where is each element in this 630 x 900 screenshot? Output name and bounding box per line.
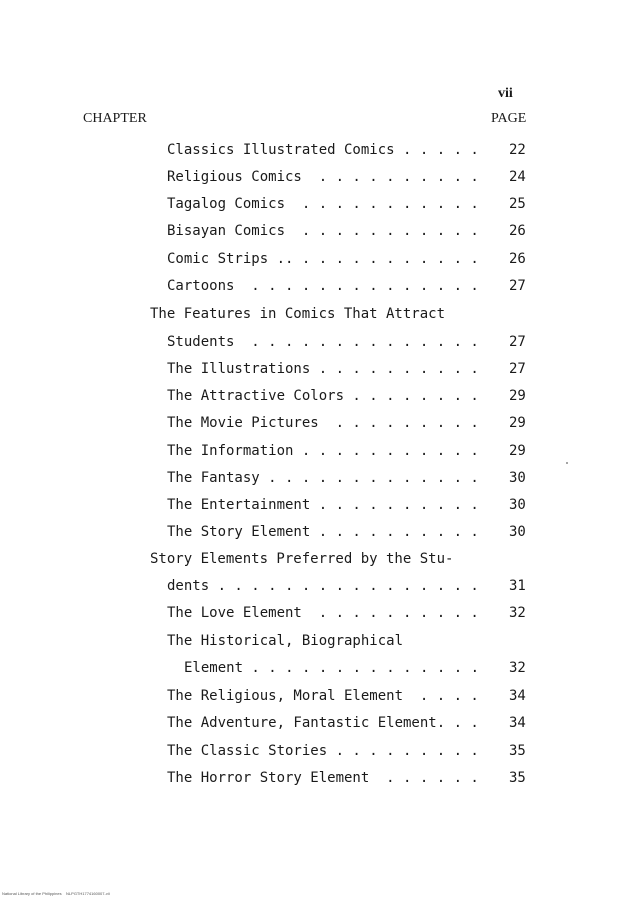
scan-speck — [566, 462, 568, 464]
toc-entry-page: 34 — [509, 688, 526, 704]
toc-entry-text: The Attractive Colors . . . . . . . . — [167, 388, 479, 404]
footer-text: National Library of the Philippines NLPGTH1774160007-vii — [2, 891, 110, 896]
toc-entry-text: The Entertainment . . . . . . . . . . — [167, 497, 479, 513]
toc-entry-text: Classics Illustrated Comics . . . . . — [167, 142, 479, 158]
toc-entry-text: Tagalog Comics . . . . . . . . . . . — [167, 196, 479, 212]
chapter-label: CHAPTER — [83, 111, 147, 126]
toc-entry-text: The Information . . . . . . . . . . . — [167, 443, 479, 459]
toc-entry-page: 35 — [509, 743, 526, 759]
toc-entry-page: 27 — [509, 278, 526, 294]
toc-entry-page: 34 — [509, 715, 526, 731]
toc-entry-page: 30 — [509, 524, 526, 540]
toc-entry-page: 29 — [509, 443, 526, 459]
page-number: vii — [498, 86, 513, 101]
toc-entry-text: Cartoons . . . . . . . . . . . . . . — [167, 278, 479, 294]
toc-entry-text: Element . . . . . . . . . . . . . . — [184, 660, 480, 676]
toc-entry-page: 32 — [509, 605, 526, 621]
toc-section-heading: The Features in Comics That Attract — [150, 306, 446, 322]
toc-entry-text: The Classic Stories . . . . . . . . . — [167, 743, 479, 759]
toc-entry-page: 32 — [509, 660, 526, 676]
toc-entry-text: The Historical, Biographical — [167, 633, 404, 649]
page-label: PAGE — [491, 111, 527, 126]
toc-entry-text: Students . . . . . . . . . . . . . . — [167, 334, 479, 350]
toc-entry-page: 25 — [509, 196, 526, 212]
toc-entry-page: 30 — [509, 497, 526, 513]
toc-entry-page: 27 — [509, 334, 526, 350]
toc-entry-page: 29 — [509, 388, 526, 404]
toc-entry-page: 26 — [509, 223, 526, 239]
toc-entry-page: 26 — [509, 251, 526, 267]
toc-entry-page: 22 — [509, 142, 526, 158]
toc-entry-text: Religious Comics . . . . . . . . . . — [167, 169, 479, 185]
toc-entry-text: The Love Element . . . . . . . . . . — [167, 605, 479, 621]
toc-entry-page: 24 — [509, 169, 526, 185]
toc-entry-text: dents . . . . . . . . . . . . . . . . — [167, 578, 479, 594]
toc-entry-text: The Horror Story Element . . . . . . — [167, 770, 479, 786]
toc-entry-page: 30 — [509, 470, 526, 486]
toc-entry-text: The Illustrations . . . . . . . . . . — [167, 361, 479, 377]
toc-entry-text: Comic Strips .. . . . . . . . . . . . — [167, 251, 479, 267]
toc-entry-text: The Story Element . . . . . . . . . . — [167, 524, 479, 540]
toc-entry-text: The Religious, Moral Element . . . . — [167, 688, 479, 704]
toc-entry-text: The Movie Pictures . . . . . . . . . — [167, 415, 479, 431]
toc-entry-page: 35 — [509, 770, 526, 786]
toc-entry-text: Bisayan Comics . . . . . . . . . . . — [167, 223, 479, 239]
toc-entry-text: The Adventure, Fantastic Element. . . — [167, 715, 479, 731]
toc-entry-page: 27 — [509, 361, 526, 377]
toc-section-heading: Story Elements Preferred by the Stu- — [150, 551, 454, 567]
toc-entry-page: 31 — [509, 578, 526, 594]
toc-entry-text: The Fantasy . . . . . . . . . . . . . — [167, 470, 479, 486]
toc-entry-page: 29 — [509, 415, 526, 431]
